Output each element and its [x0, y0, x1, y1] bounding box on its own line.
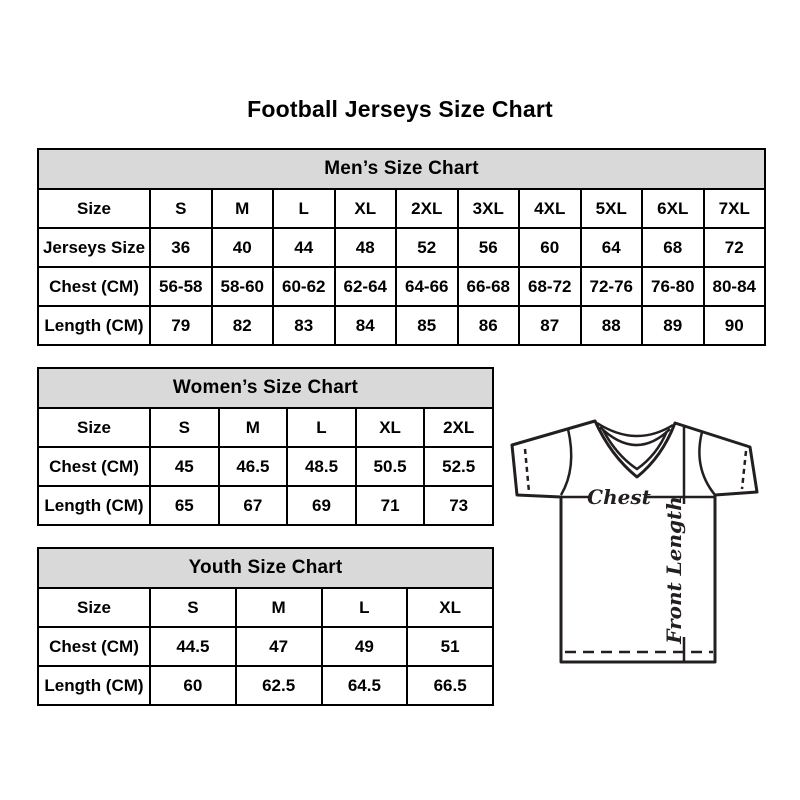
- men-cell: 52: [396, 228, 458, 267]
- women-row-label: Size: [38, 408, 150, 447]
- women-row-label: Chest (CM): [38, 447, 150, 486]
- youth-table-header: Youth Size Chart: [38, 548, 493, 588]
- jersey-measurement-diagram: [495, 400, 775, 690]
- youth-table-row: [38, 627, 493, 666]
- front-length-label: Front Length: [662, 496, 686, 644]
- men-cell: 64: [581, 228, 643, 267]
- men-cell: 64-66: [396, 267, 458, 306]
- women-cell: 73: [424, 486, 493, 525]
- men-cell: 80-84: [704, 267, 766, 306]
- youth-row-label: Chest (CM): [38, 627, 150, 666]
- men-table-header: Men’s Size Chart: [38, 149, 765, 189]
- men-cell: 72-76: [581, 267, 643, 306]
- women-cell: 50.5: [356, 447, 425, 486]
- right-armhole-seam: [699, 432, 715, 495]
- men-cell: 4XL: [519, 189, 581, 228]
- women-cell: S: [150, 408, 219, 447]
- men-cell: 6XL: [642, 189, 704, 228]
- women-table: [37, 367, 494, 526]
- youth-cell: 51: [407, 627, 493, 666]
- women-cell: 52.5: [424, 447, 493, 486]
- men-cell: 87: [519, 306, 581, 345]
- men-cell: 56-58: [150, 267, 212, 306]
- men-cell: 68: [642, 228, 704, 267]
- youth-row-label: Size: [38, 588, 150, 627]
- men-cell: S: [150, 189, 212, 228]
- youth-cell: 49: [322, 627, 408, 666]
- men-cell: 72: [704, 228, 766, 267]
- men-cell: 5XL: [581, 189, 643, 228]
- men-cell: 66-68: [458, 267, 520, 306]
- men-cell: M: [212, 189, 274, 228]
- men-cell: 36: [150, 228, 212, 267]
- men-cell: 76-80: [642, 267, 704, 306]
- men-cell: 56: [458, 228, 520, 267]
- men-cell: 84: [335, 306, 397, 345]
- youth-table-row: [38, 666, 493, 705]
- men-row-label: Chest (CM): [38, 267, 150, 306]
- women-cell: 48.5: [287, 447, 356, 486]
- men-cell: 86: [458, 306, 520, 345]
- men-cell: 83: [273, 306, 335, 345]
- youth-row-label: Length (CM): [38, 666, 150, 705]
- men-row-label: Jerseys Size: [38, 228, 150, 267]
- men-cell: 89: [642, 306, 704, 345]
- men-row-label: Size: [38, 189, 150, 228]
- men-row-label: Length (CM): [38, 306, 150, 345]
- women-cell: 2XL: [424, 408, 493, 447]
- youth-cell: 66.5: [407, 666, 493, 705]
- women-cell: 65: [150, 486, 219, 525]
- women-cell: XL: [356, 408, 425, 447]
- men-cell: 79: [150, 306, 212, 345]
- men-cell: 68-72: [519, 267, 581, 306]
- men-table-row: [38, 306, 765, 345]
- youth-cell: 44.5: [150, 627, 236, 666]
- men-cell: 2XL: [396, 189, 458, 228]
- right-cuff-dashed-line: [742, 451, 746, 489]
- women-row-label: Length (CM): [38, 486, 150, 525]
- women-cell: M: [219, 408, 288, 447]
- men-table-row: [38, 267, 765, 306]
- chest-label: Chest: [587, 485, 651, 509]
- youth-table-row: [38, 588, 493, 627]
- youth-size-table: [37, 547, 494, 706]
- women-cell: 46.5: [219, 447, 288, 486]
- left-cuff-dashed-line: [525, 449, 529, 492]
- women-table-row: [38, 408, 493, 447]
- women-cell: 69: [287, 486, 356, 525]
- women-cell: 67: [219, 486, 288, 525]
- men-cell: 48: [335, 228, 397, 267]
- men-cell: XL: [335, 189, 397, 228]
- left-armhole-seam: [561, 429, 571, 495]
- men-cell: 58-60: [212, 267, 274, 306]
- men-cell: 62-64: [335, 267, 397, 306]
- men-cell: L: [273, 189, 335, 228]
- jersey-outline: [512, 421, 757, 662]
- men-table: [37, 148, 766, 346]
- men-cell: 88: [581, 306, 643, 345]
- women-table-row: [38, 486, 493, 525]
- women-table-header: Women’s Size Chart: [38, 368, 493, 408]
- men-cell: 85: [396, 306, 458, 345]
- youth-cell: L: [322, 588, 408, 627]
- men-table-row: [38, 228, 765, 267]
- men-cell: 60-62: [273, 267, 335, 306]
- youth-cell: M: [236, 588, 322, 627]
- women-cell: 71: [356, 486, 425, 525]
- youth-cell: 62.5: [236, 666, 322, 705]
- mens-size-table: [37, 148, 766, 346]
- youth-cell: XL: [407, 588, 493, 627]
- youth-cell: 60: [150, 666, 236, 705]
- men-cell: 82: [212, 306, 274, 345]
- womens-size-table: [37, 367, 494, 526]
- page-title: Football Jerseys Size Chart: [247, 96, 553, 122]
- women-table-row: [38, 447, 493, 486]
- youth-cell: 64.5: [322, 666, 408, 705]
- youth-cell: S: [150, 588, 236, 627]
- women-cell: L: [287, 408, 356, 447]
- men-cell: 60: [519, 228, 581, 267]
- women-cell: 45: [150, 447, 219, 486]
- men-table-row: [38, 189, 765, 228]
- men-cell: 44: [273, 228, 335, 267]
- youth-cell: 47: [236, 627, 322, 666]
- men-cell: 40: [212, 228, 274, 267]
- youth-table: [37, 547, 494, 706]
- men-cell: 3XL: [458, 189, 520, 228]
- men-cell: 7XL: [704, 189, 766, 228]
- men-cell: 90: [704, 306, 766, 345]
